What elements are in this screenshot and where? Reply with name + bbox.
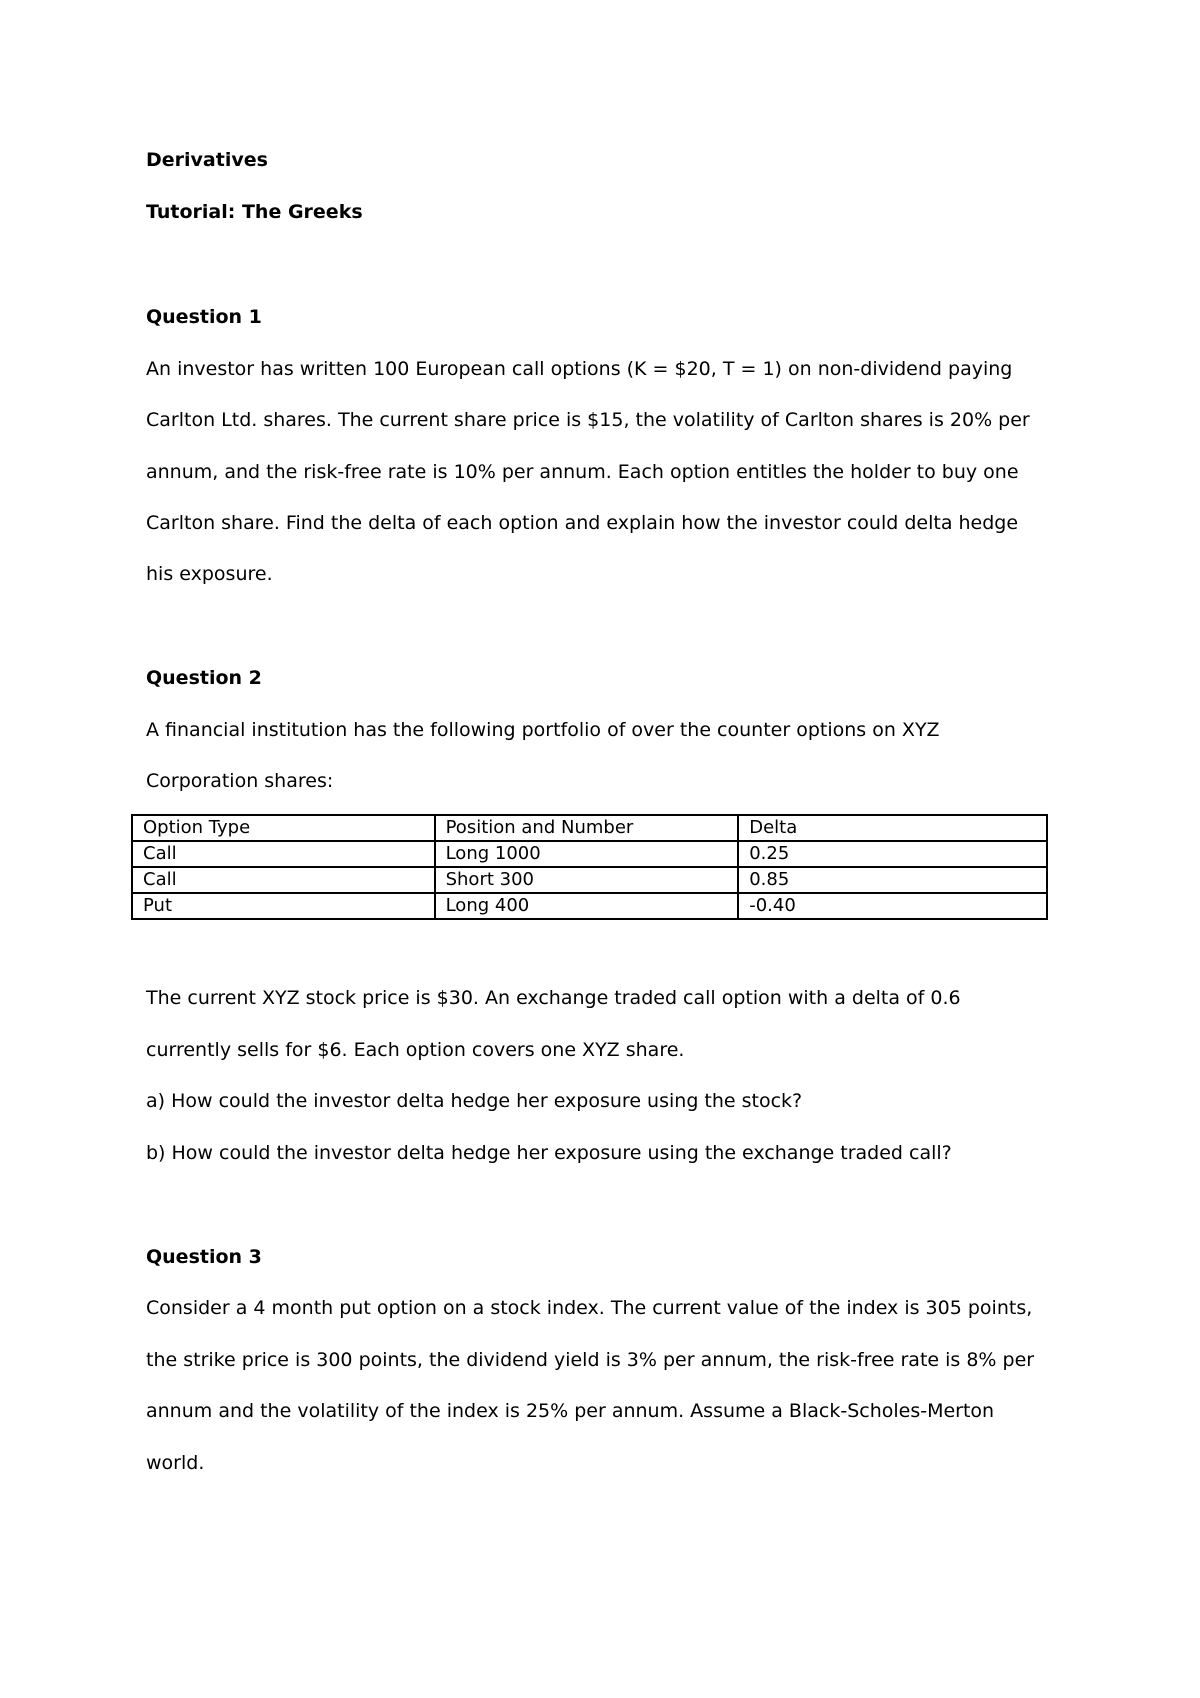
- table-cell: 0.85: [738, 867, 1047, 893]
- table-cell: Call: [132, 841, 435, 867]
- table-cell: -0.40: [738, 893, 1047, 919]
- table-header-cell: Option Type: [132, 815, 435, 841]
- question-1-line: his exposure.: [146, 563, 273, 585]
- question-2-text-line: The current XYZ stock price is $30. An exchange traded call option with a delta of 0.6: [146, 987, 961, 1009]
- question-3-line: world.: [146, 1452, 205, 1474]
- question-2-heading: Question 2: [146, 667, 262, 689]
- table-cell: Call: [132, 867, 435, 893]
- table-row: [132, 867, 1047, 893]
- table-row: [132, 841, 1047, 867]
- question-1-line: Carlton Ltd. shares. The current share price is $15, the volatility of Carlton shares is 20% per: [146, 409, 1030, 431]
- table-cell: 0.25: [738, 841, 1047, 867]
- question-3-heading: Question 3: [146, 1246, 262, 1268]
- table-header-row: [132, 815, 1047, 841]
- table-cell: Long 1000: [435, 841, 739, 867]
- table-row: [132, 893, 1047, 919]
- course-title: Derivatives: [146, 149, 268, 171]
- question-3-line: annum and the volatility of the index is 25% per annum. Assume a Black-Scholes-Merton: [146, 1400, 995, 1422]
- options-portfolio-table: [131, 814, 1048, 920]
- table-cell: Short 300: [435, 867, 739, 893]
- table-cell: Put: [132, 893, 435, 919]
- table-cell: Long 400: [435, 893, 739, 919]
- question-3-line: the strike price is 300 points, the dividend yield is 3% per annum, the risk-free rate is 8% per: [146, 1349, 1035, 1371]
- question-1-heading: Question 1: [146, 306, 262, 328]
- tutorial-title: Tutorial: The Greeks: [146, 201, 363, 223]
- question-1-line: annum, and the risk-free rate is 10% per annum. Each option entitles the holder to buy one: [146, 461, 1019, 483]
- question-3-line: Consider a 4 month put option on a stock index. The current value of the index is 305 points,: [146, 1297, 1033, 1319]
- question-2-text-line: currently sells for $6. Each option covers one XYZ share.: [146, 1039, 685, 1061]
- table-header-cell: Position and Number: [435, 815, 739, 841]
- question-1-line: An investor has written 100 European call options (K = $20, T = 1) on non-dividend paying: [146, 358, 1013, 380]
- question-1-line: Carlton share. Find the delta of each option and explain how the investor could delta hedge: [146, 512, 1019, 534]
- question-2-part-b: b) How could the investor delta hedge her exposure using the exchange traded call?: [146, 1142, 952, 1164]
- question-2-intro-line: Corporation shares:: [146, 770, 334, 792]
- table-header-cell: Delta: [738, 815, 1047, 841]
- question-2-part-a: a) How could the investor delta hedge her exposure using the stock?: [146, 1090, 803, 1112]
- question-2-intro-line: A financial institution has the following portfolio of over the counter options on XYZ: [146, 719, 940, 741]
